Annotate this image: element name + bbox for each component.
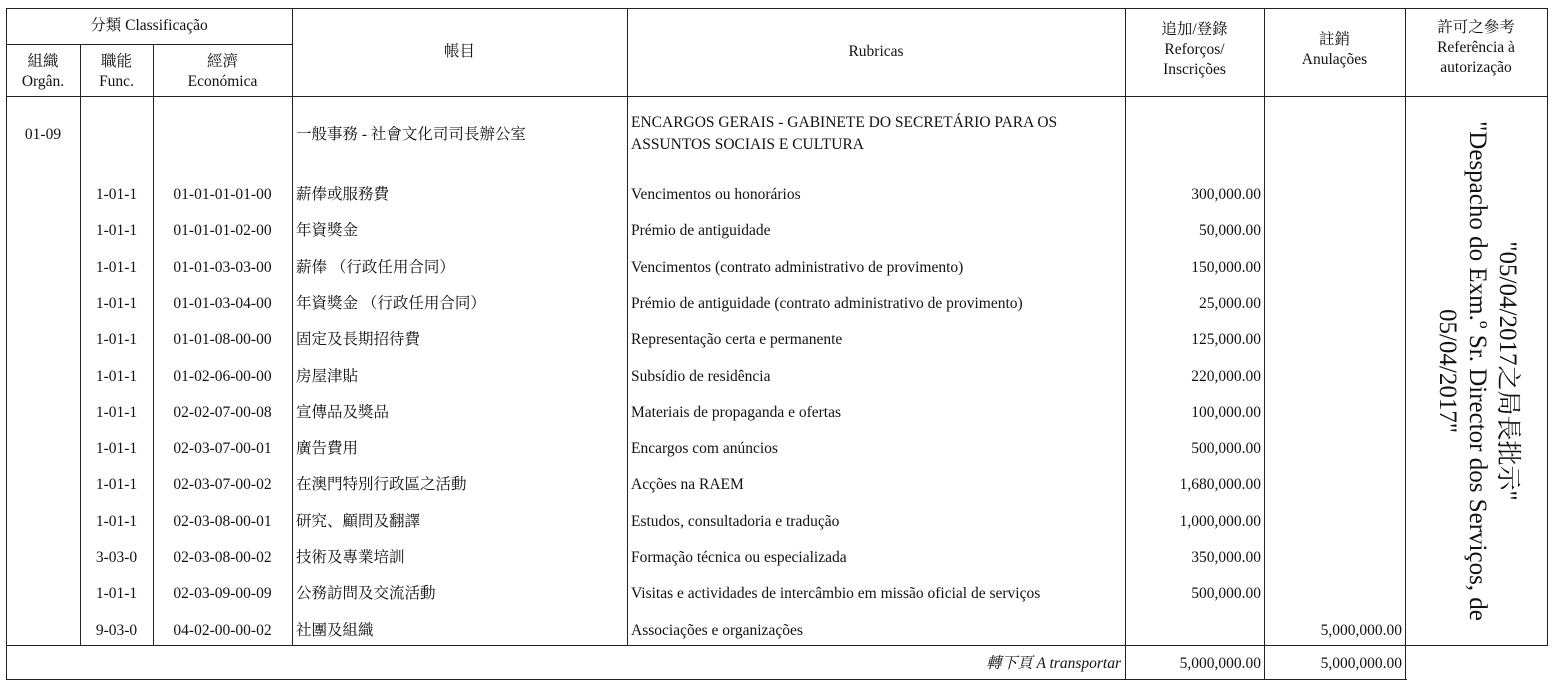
row-account-zh: 薪俸或服務費	[296, 186, 390, 203]
header-classification: 分類 Classificação	[90, 17, 208, 34]
row-func-code: 3-03-0	[95, 549, 138, 566]
col-line-anul	[1405, 8, 1406, 679]
row-rubrica-pt: Prémio de antiguidade (contrato administrativo de provimento)	[631, 295, 1023, 312]
row-func-code: 1-01-1	[95, 186, 138, 203]
row-rubrica-pt: Estudos, consultadoria e tradução	[631, 513, 840, 530]
header-reforcos	[1125, 20, 1264, 80]
row-reforcos-amount: 500,000.00	[1191, 585, 1261, 602]
row-func-code: 1-01-1	[95, 404, 138, 421]
group-name-pt-line1: ENCARGOS GERAIS - GABINETE DO SECRETÁRIO PARA OS	[631, 114, 1058, 131]
row-reforcos-amount: 50,000.00	[1199, 222, 1261, 239]
row-reforcos-amount: 150,000.00	[1191, 259, 1261, 276]
group-name-pt-line2: ASSUNTOS SOCIAIS E CULTURA	[631, 136, 864, 153]
row-account-zh: 研究、顧問及翻譯	[296, 513, 421, 530]
row-econ-code: 01-01-08-00-00	[173, 331, 272, 348]
row-reforcos-amount: 220,000.00	[1191, 368, 1261, 385]
header-referencia-zh: 許可之參考	[1437, 19, 1515, 36]
header-econ	[153, 52, 292, 92]
row-econ-code: 02-03-07-00-02	[173, 476, 272, 493]
row-reforcos-amount: 1,000,000.00	[1179, 513, 1261, 530]
row-rubrica-pt: Associações e organizações	[631, 622, 803, 639]
table-border-bottom	[6, 679, 1407, 680]
row-reforcos-amount: 1,680,000.00	[1179, 476, 1261, 493]
header-referencia	[1405, 18, 1547, 78]
row-func-code: 1-01-1	[95, 476, 138, 493]
row-account-zh: 宣傳品及獎品	[296, 404, 390, 421]
authorization-line-1: "05/04/2017之局長批示"	[1494, 240, 1521, 501]
row-econ-code: 01-01-03-03-00	[173, 259, 272, 276]
row-rubrica-pt: Vencimentos (contrato administrativo de provimento)	[631, 259, 964, 276]
row-account-zh: 在澳門特別行政區之活動	[296, 476, 467, 493]
row-rubrica-pt: Subsídio de residência	[631, 368, 771, 385]
row-econ-code: 02-02-07-00-08	[173, 404, 272, 421]
row-econ-code: 02-03-08-00-02	[173, 549, 272, 566]
table-border-top	[6, 8, 1547, 9]
row-func-code: 1-01-1	[95, 440, 138, 457]
row-reforcos-amount: 25,000.00	[1199, 295, 1261, 312]
row-econ-code: 01-01-03-04-00	[173, 295, 272, 312]
header-organ-pt: Orgân.	[21, 73, 65, 90]
row-account-zh: 廣告費用	[296, 440, 359, 457]
header-reforcos-pt2: Inscrições	[1163, 61, 1226, 78]
row-econ-code: 02-03-09-00-09	[173, 585, 272, 602]
header-reforcos-zh: 追加/登錄	[1161, 21, 1228, 38]
row-account-zh: 公務訪問及交流活動	[296, 585, 436, 602]
col-line-econ	[292, 8, 293, 645]
header-anulacoes-zh: 註銷	[1318, 31, 1350, 48]
row-account-zh: 年資獎金 （行政任用合同）	[296, 295, 486, 312]
header-anulacoes	[1264, 30, 1405, 70]
header-func	[80, 52, 153, 92]
transport-label: 轉下頁 A transportar	[986, 655, 1121, 672]
header-organ	[6, 52, 80, 92]
group-name-zh: 一般事務 - 社會文化司司長辦公室	[296, 126, 526, 143]
header-func-zh: 職能	[100, 53, 132, 70]
header-econ-pt: Económica	[187, 73, 258, 90]
row-econ-code: 02-03-08-00-01	[173, 513, 272, 530]
row-anulacoes-amount: 5,000,000.00	[1320, 622, 1402, 639]
group-organ: 01-09	[24, 126, 62, 143]
row-func-code: 1-01-1	[95, 368, 138, 385]
row-econ-code: 01-01-01-02-00	[173, 222, 272, 239]
row-func-code: 1-01-1	[95, 222, 138, 239]
row-func-code: 1-01-1	[95, 331, 138, 348]
row-account-zh: 社團及組織	[296, 622, 374, 639]
row-account-zh: 固定及長期招待費	[296, 331, 421, 348]
header-econ-zh: 經濟	[206, 53, 238, 70]
row-func-code: 9-03-0	[95, 622, 138, 639]
transport-reforcos-total: 5,000,000.00	[1179, 655, 1261, 672]
row-econ-code: 01-02-06-00-00	[173, 368, 272, 385]
classification-divider	[6, 44, 292, 45]
row-rubrica-pt: Acções na RAEM	[631, 476, 744, 493]
header-rubricas: Rubricas	[848, 43, 904, 60]
header-reforcos-pt1: Reforços/	[1164, 41, 1225, 58]
row-func-code: 1-01-1	[95, 585, 138, 602]
row-reforcos-amount: 300,000.00	[1191, 186, 1261, 203]
row-reforcos-amount: 125,000.00	[1191, 331, 1261, 348]
header-anulacoes-pt: Anulações	[1301, 51, 1368, 68]
row-func-code: 1-01-1	[95, 513, 138, 530]
col-line-zh	[627, 8, 628, 645]
header-organ-zh: 組織	[27, 53, 59, 70]
row-rubrica-pt: Materiais de propaganda e ofertas	[631, 404, 842, 421]
row-func-code: 1-01-1	[95, 259, 138, 276]
row-rubrica-pt: Representação certa e permanente	[631, 331, 843, 348]
footer-divider	[6, 645, 1547, 646]
row-reforcos-amount: 100,000.00	[1191, 404, 1261, 421]
row-rubrica-pt: Formação técnica ou especializada	[631, 549, 847, 566]
header-func-pt: Func.	[99, 73, 134, 90]
authorization-text	[1432, 111, 1522, 631]
row-account-zh: 技術及專業培訓	[296, 549, 405, 566]
row-account-zh: 房屋津貼	[296, 368, 359, 385]
row-reforcos-amount: 350,000.00	[1191, 549, 1261, 566]
row-econ-code: 02-03-07-00-01	[173, 440, 272, 457]
header-divider	[6, 96, 1547, 97]
col-line-left	[6, 8, 7, 680]
row-reforcos-amount: 500,000.00	[1191, 440, 1261, 457]
transport-anulacoes-total: 5,000,000.00	[1320, 655, 1402, 672]
row-rubrica-pt: Encargos com anúncios	[631, 440, 778, 457]
header-referencia-pt1: Referência à	[1437, 39, 1515, 56]
header-referencia-pt2: autorização	[1440, 59, 1512, 76]
col-line-ref	[1264, 8, 1265, 679]
authorization-line-2: "Despacho do Exm.º Sr. Director dos Serviços, de	[1464, 120, 1491, 621]
row-econ-code: 01-01-01-01-00	[173, 186, 272, 203]
row-rubrica-pt: Prémio de antiguidade	[631, 222, 771, 239]
row-rubrica-pt: Vencimentos ou honorários	[631, 186, 801, 203]
row-account-zh: 年資獎金	[296, 222, 359, 239]
row-rubrica-pt: Visitas e actividades de intercâmbio em missão oficial de serviços	[631, 585, 1041, 602]
col-line-right	[1547, 8, 1548, 646]
row-econ-code: 04-02-00-00-02	[173, 622, 272, 639]
authorization-cell	[1407, 96, 1547, 645]
header-account-zh: 帳目	[443, 43, 475, 60]
authorization-line-3: 05/04/2017"	[1434, 308, 1461, 433]
row-func-code: 1-01-1	[95, 295, 138, 312]
row-account-zh: 薪俸 （行政任用合同）	[296, 259, 455, 276]
